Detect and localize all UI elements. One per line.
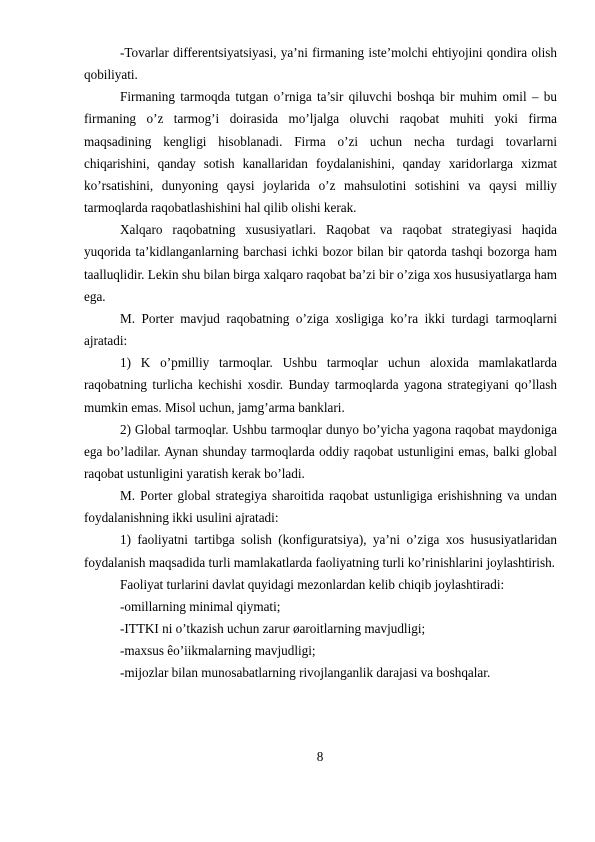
list-item-special-skills: -maxsus êo’iikmalarning mavjudligi; xyxy=(120,643,316,659)
paragraph-multidomestic-industries: 1) K o’pmilliy tarmoqlar. Ushbu tarmoqlar uchun aloxida mamlakatlarda raqobatning turlicha kechishi xosdir. Bunday tarmoqlarda yagona strategiyani qo’llash mumkin emas. Misol uchun, jamg’arma banklari. xyxy=(84,355,557,415)
list-item-minimal-cost: -omillarning minimal qiymati; xyxy=(120,598,281,614)
paragraph-placement-criteria: Faoliyat turlarini davlat quyidagi mezonlardan kelib chiqib joylashtiradi: xyxy=(120,576,505,592)
paragraph-porter-two-types: M. Porter mavjud raqobatning o’ziga xosligiga ko’ra ikki turdagi tarmoqlarni ajratadi: xyxy=(84,310,557,349)
paragraph-porter-global-strategy: M. Porter global strategiya sharoitida raqobat ustunligiga erishishning va undan foydalanishning ikki usulini ajratadi: xyxy=(84,488,557,526)
paragraph-global-industries: 2) Global tarmoqlar. Ushbu tarmoqlar dunyo bo’yicha yagona raqobat maydoniga ega bo’ladilar. Aynan shunday tarmoqlarda oddiy raqobat ustunligini emas, balki global raqobat ustunligini yaratish kerak bo’ladi. xyxy=(84,421,557,481)
list-item-rnd-conditions: -ITTKI ni o’tkazish uchun zarur øaroitlarning mavjudligi; xyxy=(120,621,426,637)
paragraph-product-differentiation: -Tovarlar differentsiyatsiyasi, ya’ni firmaning iste’molchi ehtiyojini qondira olish qobiliyati. xyxy=(84,45,557,83)
document-page xyxy=(84,42,557,685)
paragraph-competitive-scope: Firmaning tarmoqda tutgan o’rniga ta’sir qiluvchi boshqa bir muhim omil – bu firmaning o’z tarmog’i doirasida mo’ljalga oluvchi raqobat muhiti yoki firma maqsadining kengligi hisoblanadi. Firma o’zi uchun necha turdagi tovarlarni chiqarishini, qanday sotish kanallaridan foydalanishini, qanday xaridorlarga xizmat ko’rsatishini, dunyoning qaysi joylarida o’z mahsulotini sotishini va qaysi milliy tarmoqlarda raqobatlashishini hal qilib olishi kerak. xyxy=(84,89,557,216)
paragraph-configuration: 1) faoliyatni tartibga solish (konfiguratsiya), ya’ni o’ziga xos hususiyatlaridan foydalanish maqsadida turli mamlakatlarda faoliyatning turli ko’rinishlarini joylashtirish. xyxy=(84,532,557,570)
paragraph-international-competition: Xalqaro raqobatning xususiyatlari. Raqobat va raqobat strategiyasi haqida yuqorida ta’kidlanganlarning barchasi ichki bozor bilan bir qatorda tashqi bozorga ham taalluqlidir. Lekin shu bilan birga xalqaro raqobat ba’zi bir o’ziga xos hususiyatlarga ham ega. xyxy=(84,222,557,304)
list-item-client-relations: -mijozlar bilan munosabatlarning rivojlanganlik darajasi va boshqalar. xyxy=(120,665,491,681)
page-number: 8 xyxy=(316,749,324,764)
